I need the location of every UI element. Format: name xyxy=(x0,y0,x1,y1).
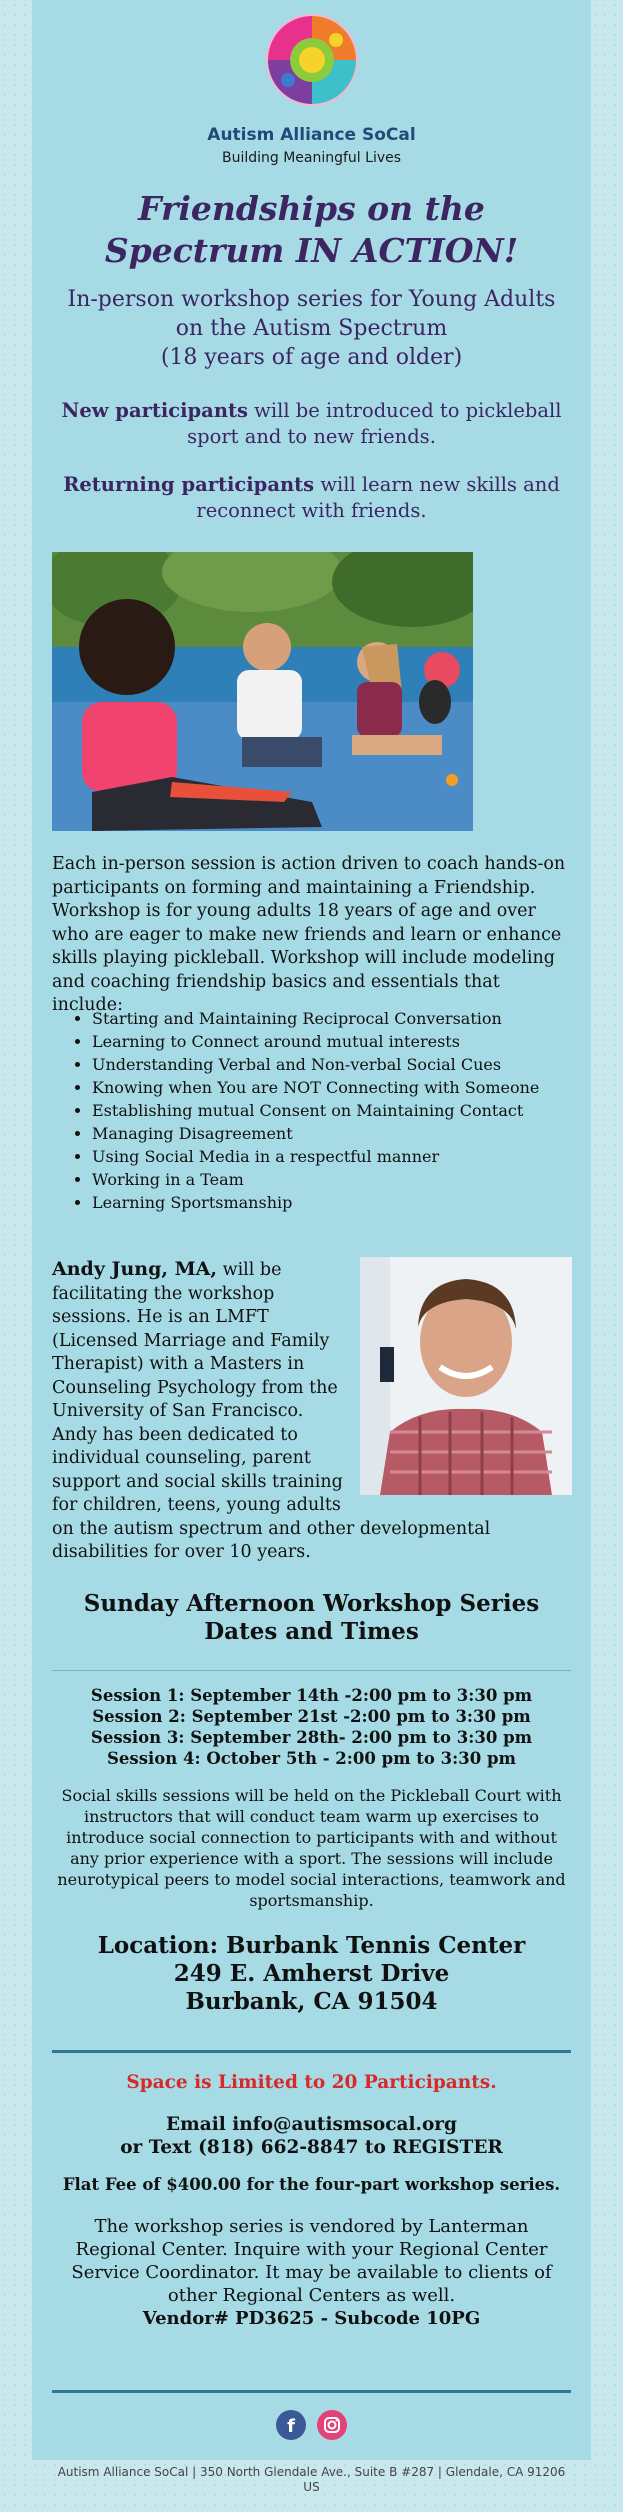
session-item: Session 2: September 21st -2:00 pm to 3:30 pm xyxy=(92,1707,531,1726)
topics-list xyxy=(52,1007,612,1214)
puzzle-hands-logo xyxy=(262,10,362,110)
facilitator-name: Andy Jung, MA, xyxy=(52,1258,218,1280)
org-name: Autism Alliance SoCal xyxy=(207,125,416,145)
newsletter-card xyxy=(32,0,591,2460)
list-item: • Using Social Media in a respectful manner xyxy=(92,1145,612,1168)
email-link[interactable]: Email info@autismsocal.org xyxy=(166,2114,457,2135)
divider xyxy=(52,2390,571,2393)
list-item: • Managing Disagreement xyxy=(92,1122,612,1145)
list-item: • Learning Sportsmanship xyxy=(92,1191,612,1214)
list-item: • Knowing when You are NOT Connecting with Someone xyxy=(92,1076,612,1099)
list-item: • Establishing mutual Consent on Maintaining Contact xyxy=(92,1099,612,1122)
divider xyxy=(52,1670,571,1671)
list-item: • Understanding Verbal and Non-verbal Social Cues xyxy=(92,1053,612,1076)
facilitator-bio: Andy Jung, MA, will be facilitating the workshop sessions. He is an LMFT (Licensed Marriage and Family Therapist) with a Masters in Counseling Psychology from the University of San Francisco. Andy has been dedicated to individual counseling, parent support and social skills training for children, teens, young adults on the autism spectrum and other developmental disabilities for over 10 years. xyxy=(52,1258,491,1562)
series-heading: Sunday Afternoon Workshop Series Dates and Times xyxy=(83,1590,540,1645)
location-block: Location: Burbank Tennis Center 249 E. Amherst Drive Burbank, CA 91504 xyxy=(97,1932,526,2015)
instagram-icon[interactable] xyxy=(317,2410,347,2440)
vendor-code: Vendor# PD3625 - Subcode 10PG xyxy=(142,2308,481,2329)
session-item: Session 3: September 28th- 2:00 pm to 3:30 pm xyxy=(90,1728,533,1747)
space-limited-notice: Space is Limited to 20 Participants. xyxy=(126,2072,497,2093)
fee-text: Flat Fee of $400.00 for the four-part workshop series. xyxy=(62,2175,561,2194)
facebook-icon[interactable] xyxy=(276,2410,306,2440)
list-item: • Learning to Connect around mutual interests xyxy=(92,1030,612,1053)
pickleball-group-photo xyxy=(52,552,473,831)
page-title: Friendships on the Spectrum IN ACTION! xyxy=(104,189,519,270)
list-item: • Starting and Maintaining Reciprocal Conversation xyxy=(92,1007,612,1030)
sessions-list xyxy=(32,1685,591,1769)
org-tagline: Building Meaningful Lives xyxy=(221,150,402,166)
list-item: • Working in a Team xyxy=(92,1168,612,1191)
session-item: Session 4: October 5th - 2:00 pm to 3:30 pm xyxy=(107,1749,516,1768)
text-register-line: or Text (818) 662-8847 to REGISTER xyxy=(120,2137,503,2158)
footer xyxy=(0,2465,623,2495)
workshop-description: Each in-person session is action driven to coach hands-on participants on forming and maintaining a Friendship. Workshop is for young adults 18 years of age and over who are eager to make new friends and learn or enhance skills playing pickleball. Workshop will include modeling and coaching friendship basics and essentials that include: xyxy=(52,854,566,1015)
footer-address: Autism Alliance SoCal | 350 North Glendale Ave., Suite B #287 | Glendale, CA 91206 xyxy=(57,2465,566,2479)
registration-contact xyxy=(32,2113,591,2159)
new-participants-text: New participants will be introduced to pickleball sport and to new friends. xyxy=(61,399,562,448)
footer-country: US xyxy=(303,2480,320,2494)
divider xyxy=(52,2050,571,2053)
social-skills-text: Social skills sessions will be held on the Pickleball Court with instructors that will conduct team warm up exercises to introduce social connection to participants with and without any prior experience with a sport. The sessions will include neurotypical peers to model social interactions, teamwork and sportsmanship. xyxy=(57,1786,566,1910)
social-links xyxy=(32,2410,591,2440)
svg-text:f: f xyxy=(287,2416,295,2437)
returning-participants-text: Returning participants will learn new skills and reconnect with friends. xyxy=(63,473,560,522)
session-item: Session 1: September 14th -2:00 pm to 3:30 pm xyxy=(90,1686,533,1705)
vendor-info: The workshop series is vendored by Lanterman Regional Center. Inquire with your Regional Center Service Coordinator. It may be available to clients of other Regional Centers as well. Vendor# PD3625 - Subcode 10PG xyxy=(52,2215,571,2330)
subtitle: In-person workshop series for Young Adults on the Autism Spectrum (18 years of age and older) xyxy=(67,287,556,370)
